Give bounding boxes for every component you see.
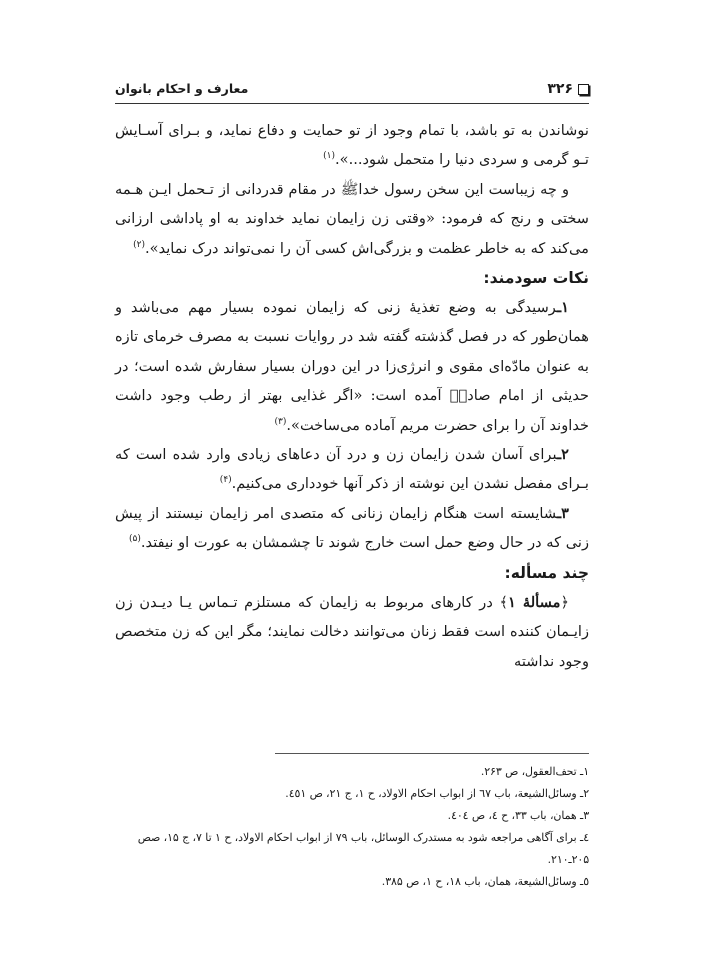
header-divider: [115, 103, 589, 104]
section-heading-issues: چند مسأله:: [504, 563, 589, 582]
issue-paragraph-1: ﴿مسألهٔ ۱﴾ در کارهای مربوط به زایمان که مستلزم تـماس یـا دیـدن زن زایـمان کننده است فقط زنان می‌توانند دخالت نمایند؛ مگر این که زن متخصص وجود نداشته: [115, 593, 589, 670]
square-bullet-icon: [578, 84, 589, 95]
footnotes: [115, 761, 589, 893]
useful-point-1: ۱ـرسیدگی به وضع تغذیهٔ زنی که زایمان نموده بسیار مهم می‌باشد و همان‌طور که در فصل گذشته گفته شد در روایات نسبت به مصرف خرمای تازه به عنوان مادّه‌ای مقوی و انرژی‌زا در این دوران بسیار سفارش شده است؛ در حدیثی از امام صادقؑ آمده است: «اگر غذایی بهتر از رطب وجود داشت خداوند آن را برای حضرت مریم آماده می‌ساخت».$^{(۳)}$: [115, 299, 589, 434]
footnote-2: ۲ـ وسائل‌الشیعة، باب ٦٧ از ابواب احکام الاولاد، ح ١، ج ٢١، ص ٤٥١.: [285, 787, 589, 800]
ornate-bracket-close-icon: ﴾: [499, 593, 508, 611]
running-title: معارف و احکام بانوان: [115, 81, 249, 96]
footnote-ref-5: (۵): [129, 534, 141, 545]
footnote-1: ۱ـ تحف‌العقول، ص ۲۶۳.: [480, 765, 589, 778]
page-number: ۳۲۶: [547, 81, 573, 97]
intro-paragraph-2: و چه زیباست این سخن رسول خداﷺ در مقام قدردانی از تـحمل ایـن هـمه سختی و رنج که فرمود: «وقتی زن زایمان نماید خداوند به او پاداشی ارزانی می‌کند که به خاطر عظمت و بزرگی‌اش کسی آن را نمی‌تواند درک نماید».$^{(۲)}$: [115, 180, 589, 257]
section-heading-useful-points: نکات سودمند:: [483, 269, 589, 288]
main-text: [115, 116, 589, 676]
issue-label: مسألهٔ ۱: [508, 593, 561, 611]
useful-point-3: ۳ـشایسته است هنگام زایمان زنانی که متصدی امر زایمان نیستند از پیش زنی که در حال وضع حمل است خارج شوند تا چشمشان به عورت او نیفتد.$^{(۵)}$: [115, 504, 589, 552]
item-number: ۱ـ: [556, 299, 569, 317]
footnote-3: ۳ـ همان، باب ٣٣، ح ٤، ص ٤٠٤.: [447, 809, 589, 822]
useful-point-2: ۲ـبرای آسان شدن زایمان زن و درد آن دعاهای زیادی وارد شده است که بـرای مفصل نشدن این نوشته از ذکر آنها خودداری می‌کنیم.$^{(۴)}$: [115, 446, 589, 493]
page-header: [115, 80, 589, 100]
item-number: ۲ـ: [556, 446, 569, 464]
footnote-5: ٥ـ وسائل‌الشیعة، همان، باب ۱۸، ح ۱، ص ۳۸۵.: [381, 875, 589, 888]
footnote-4: ٤ـ برای آگاهی مراجعه شود به مستدرک الوسائل، باب ۷۹ از ابواب احکام الاولاد، ح ۱ تا ۷، ج ۱۵، صص ۲۰۵ـ۲۱۰.: [137, 831, 589, 866]
page-number-block: [547, 80, 589, 98]
footnote-ref-4: (۴): [219, 475, 232, 486]
footnote-ref-2: (۲): [133, 239, 146, 250]
footnote-ref-3: (۳): [274, 416, 287, 427]
intro-paragraph-1: نوشاندن به تو باشد، با تمام وجود از تو حمایت و دفاع نماید، و بـرای آسـایش تـو گرمی و سردی دنیا را متحمل شود...».$^{(۱)}$: [115, 122, 589, 169]
footnote-ref-1: (۱): [323, 151, 336, 162]
footnote-divider: [275, 753, 589, 754]
item-number: ۳ـ: [556, 504, 569, 522]
ornate-bracket-open-icon: ﴿: [560, 593, 569, 611]
